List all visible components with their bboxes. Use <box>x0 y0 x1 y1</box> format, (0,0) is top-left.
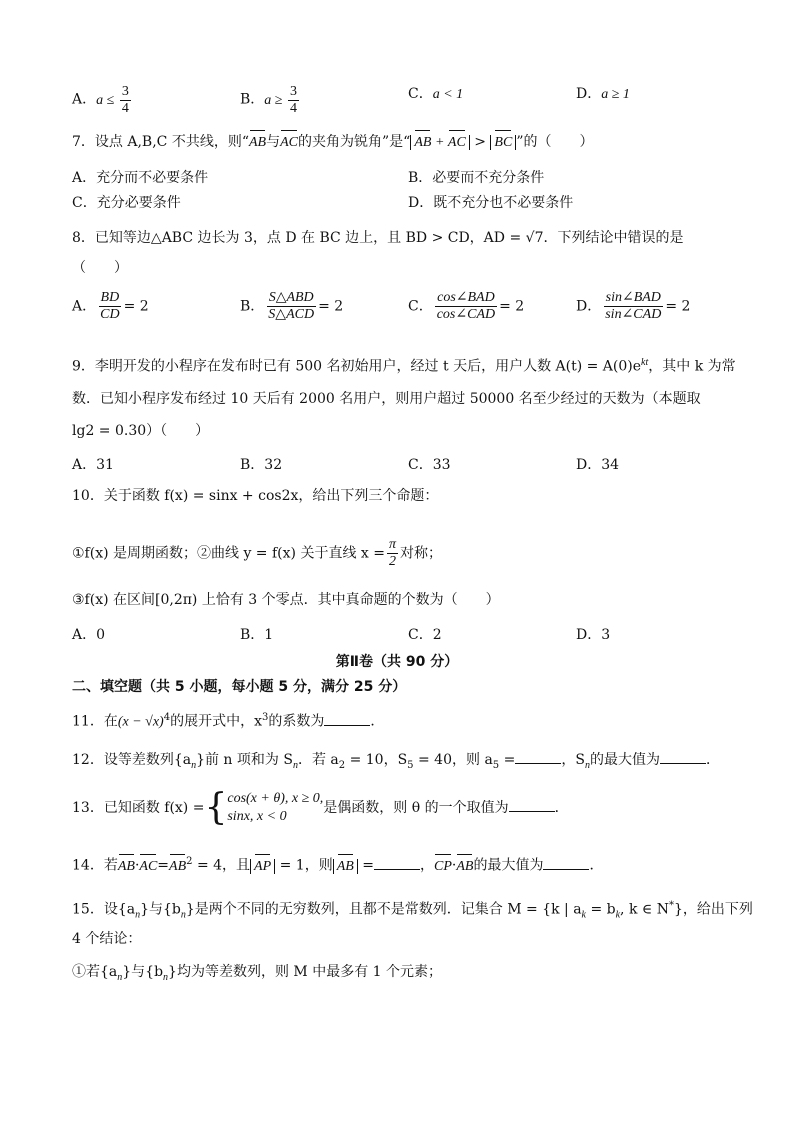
q8-paren: （ ） <box>72 260 128 276</box>
superscript: * <box>668 900 674 911</box>
option-text: 必要而不充分条件 <box>432 170 545 186</box>
q12-text: ，S <box>561 752 585 768</box>
q15-text: }与{b <box>140 901 181 918</box>
option-text: 34 <box>601 457 620 473</box>
q13-text: 是偶函数，则 θ 的一个取值为 <box>323 800 509 816</box>
q10-line3: ③f(x) 在区间[0,2π) 上恰有 3 个零点．其中真命题的个数为（ ） <box>72 592 500 608</box>
q7-option-c <box>72 193 181 213</box>
option-rhs: = 2 <box>123 298 149 315</box>
option-label: C． <box>72 195 97 211</box>
option-label: D． <box>576 627 602 643</box>
option-text: 3 <box>601 627 611 643</box>
vector-cp: CP <box>434 857 452 877</box>
q8-option-a <box>72 290 149 323</box>
subscript: n <box>191 759 197 771</box>
option-label: C． <box>408 86 433 102</box>
option-label: A． <box>72 627 97 643</box>
q14-text: 的最大值为 <box>473 857 544 874</box>
abs-ap <box>250 859 275 874</box>
option-text: 既不充分也不必要条件 <box>433 195 574 211</box>
option-label: D． <box>576 298 602 315</box>
q8-text: 已知等边△ABC 边长为 3，点 D 在 BC 边上，且 BD > CD，AD = √7．下列结论中错误的是 <box>94 230 684 246</box>
fraction-numerator: sin∠BAD <box>605 290 661 305</box>
q10-option-d <box>576 625 610 645</box>
option-text: 32 <box>264 457 283 473</box>
q9-line2: 数．已知小程序发布经过 10 天后有 2000 名用户，则用户超过 50000 名至少经过的天数为（本题取 <box>72 391 701 407</box>
q6-option-a <box>72 84 133 117</box>
q9-option-a <box>72 455 114 475</box>
dot: · <box>451 857 457 874</box>
option-text: 1 <box>264 627 274 643</box>
subscript: k <box>581 909 586 921</box>
q11 <box>72 708 384 733</box>
option-label: D． <box>408 195 434 211</box>
option-label: A． <box>72 170 97 186</box>
q8-stem <box>72 228 683 248</box>
option-rhs: = 2 <box>318 298 344 315</box>
q14-text: = 1，则 <box>275 857 333 874</box>
q12-text: ． <box>705 752 720 768</box>
part-title: 第Ⅱ卷（共 90 分） <box>335 654 459 670</box>
q12-text: = <box>499 752 516 768</box>
q15-text: 15．设{a <box>72 901 136 918</box>
option-rhs: = 2 <box>499 298 525 315</box>
case-2: sinx, x < 0 <box>227 809 287 824</box>
vector-ab: AB <box>118 857 135 877</box>
q7-option-a <box>72 168 208 188</box>
q14-text: = 4，且 <box>192 857 251 874</box>
q12 <box>72 749 720 776</box>
vector-ab: AB <box>169 857 186 877</box>
q10-text: 对称； <box>400 545 442 562</box>
subscript: n <box>163 971 169 983</box>
option-label: C． <box>408 457 433 473</box>
answer-blank[interactable] <box>509 797 555 812</box>
vector-ac: AC <box>139 857 157 877</box>
q15-text: = b <box>586 901 616 918</box>
question-number: 8． <box>72 230 95 246</box>
q15-line2: 4 个结论： <box>72 931 142 947</box>
abs-ab-plus-ac: AB + AC <box>410 135 469 150</box>
q15-text: , k ∈ N <box>620 901 669 918</box>
exponent: 2 <box>186 856 193 867</box>
q15-text: }是两个不同的无穷数列，且都不是常数列．记集合 M = {k | a <box>185 901 582 918</box>
option-label: A． <box>72 298 97 315</box>
exponent: 3 <box>262 712 269 723</box>
q15-text: }与{b <box>122 964 164 980</box>
subscript: n <box>584 759 590 771</box>
option-text: a ≥ $\frac{3}{4}$ <box>264 84 297 116</box>
q14-text: ． <box>589 857 604 874</box>
q9-line3: lg2 = 0.30）（ ） <box>72 423 210 439</box>
option-text: 0 <box>96 627 106 643</box>
q7-stem: 7．设点 A,B,C 不共线，则“AB与AC的夹角为锐角”是“ AB + AC > BC ”的（ ） <box>72 132 593 153</box>
subscript: 2 <box>338 759 346 771</box>
option-text: 31 <box>96 457 114 473</box>
q14-text: 14．若 <box>72 857 118 874</box>
q6-option-d <box>576 84 630 105</box>
fraction-denominator: 2 <box>388 554 396 569</box>
question-number: 9． <box>72 358 95 375</box>
abs-ab <box>333 859 358 874</box>
q10-text: 关于函数 f(x) = sinx + cos2x，给出下列三个命题： <box>103 488 439 504</box>
expression: (x − √x) <box>117 714 164 730</box>
fraction-numerator: S△ABD <box>268 290 314 305</box>
subscript: n <box>292 759 298 771</box>
option-label: B． <box>240 457 265 473</box>
q9-text: 李明开发的小程序在发布时已有 500 名初始用户，经过 t 天后，用户人数 A(t) = A(0)e <box>94 358 642 375</box>
vector-ab: AB <box>456 857 473 877</box>
q9-line1 <box>72 353 736 377</box>
option-label: D． <box>576 457 602 473</box>
answer-blank[interactable] <box>324 711 370 726</box>
q10-option-b <box>240 625 273 645</box>
option-label: A． <box>72 91 97 108</box>
q10-option-a <box>72 625 105 645</box>
vector-ap: AP <box>254 857 271 877</box>
option-text: 2 <box>432 627 442 643</box>
q13-text: ． <box>554 800 569 816</box>
subscript: n <box>180 909 186 921</box>
q11-text: ． <box>370 713 385 730</box>
vector-ac: AC <box>280 133 298 153</box>
q7-text: ”的（ ） <box>516 134 594 150</box>
q10-line2 <box>72 537 442 570</box>
q10-option-c <box>408 625 442 645</box>
option-text: 33 <box>432 457 451 473</box>
q6-option-b <box>240 84 301 117</box>
q12-text: ．若 a <box>297 752 339 768</box>
fraction-denominator: cos∠CAD <box>436 307 496 322</box>
option-text: a < 1 <box>432 87 464 102</box>
fraction-numerator: cos∠BAD <box>437 290 495 305</box>
q13 <box>72 787 569 828</box>
q13-text: 13．已知函数 f(x) = <box>72 800 205 816</box>
fraction-numerator: BD <box>100 290 120 305</box>
exponent: kt <box>641 357 649 368</box>
q10-line1 <box>72 486 438 506</box>
q12-text: 12．设等差数列{a <box>72 752 192 768</box>
exponent: 4 <box>163 712 171 723</box>
q15-text: }均为等差数列，则 M 中最多有 1 个元素； <box>168 964 442 980</box>
subscript: k <box>615 909 621 921</box>
q7-option-b <box>408 168 544 188</box>
q14 <box>72 852 603 877</box>
q7-text: 与 <box>266 134 281 150</box>
subscript: n <box>135 909 141 921</box>
q9-option-b <box>240 455 282 475</box>
option-label: C． <box>408 298 433 315</box>
question-number: 7． <box>72 134 95 150</box>
q14-text: ， <box>420 857 434 874</box>
equals: = <box>157 857 170 874</box>
q10-text: ①f(x) 是周期函数；②曲线 y = f(x) 关于直线 x = <box>72 545 385 562</box>
option-label: D． <box>576 86 602 102</box>
option-label: A． <box>72 457 97 473</box>
q14-text: = <box>357 857 374 874</box>
q11-text: 11．在 <box>72 713 118 730</box>
q15-line1 <box>72 896 753 925</box>
vector-ab: AB <box>337 857 354 877</box>
q7-text: 的夹角为锐角”是“ <box>298 134 411 150</box>
question-number: 10． <box>72 488 104 504</box>
subscript: 5 <box>407 759 414 771</box>
q12-text: = 40，则 a <box>413 752 493 768</box>
q8-option-b <box>240 290 343 323</box>
q12-text: 的最大值为 <box>589 752 660 768</box>
vector-ab: AB <box>249 133 266 153</box>
q15-text: ①若{a <box>72 964 118 980</box>
q9-option-c <box>408 455 451 475</box>
subscript: 5 <box>492 759 500 771</box>
q11-text: 的展开式中，x <box>170 713 262 730</box>
q12-text: }前 n 项和为 S <box>196 752 293 768</box>
piecewise: { cos(x + θ), x ≥ 0, sinx, x < 0 <box>204 787 324 828</box>
abs-bc: BC <box>490 135 516 150</box>
q8-option-d <box>576 290 690 323</box>
dot: · <box>134 857 140 874</box>
option-label: C． <box>408 627 433 643</box>
fraction-denominator: sin∠CAD <box>605 307 662 322</box>
option-label: B． <box>408 170 433 186</box>
q9-option-d <box>576 455 619 475</box>
q11-text: 的系数为 <box>268 713 325 730</box>
q15-text: }，给出下列 <box>673 901 753 918</box>
q12-text: = 10，S <box>345 752 408 768</box>
section-title: 二、填空题（共 5 小题，每小题 5 分，满分 25 分） <box>72 679 407 695</box>
case-1: cos(x + θ), x ≥ 0, <box>227 791 324 806</box>
q8-option-c <box>408 290 524 323</box>
answer-blank[interactable] <box>660 749 706 764</box>
q15-line3 <box>72 962 442 988</box>
answer-blank[interactable] <box>515 749 561 764</box>
fraction-numerator: π <box>388 537 396 552</box>
option-text: 充分而不必要条件 <box>96 170 209 186</box>
answer-blank[interactable] <box>543 855 589 870</box>
option-label: B． <box>240 91 265 108</box>
fraction-denominator: CD <box>100 307 120 322</box>
option-text: a ≥ 1 <box>601 87 630 102</box>
option-rhs: = 2 <box>665 298 691 315</box>
subscript: n <box>117 971 123 983</box>
option-text: a ≤ $\frac{3}{4}$ <box>96 84 129 116</box>
q9-text: ，其中 k 为常 <box>648 358 736 375</box>
q6-option-c <box>408 84 463 105</box>
option-label: B． <box>240 627 265 643</box>
option-text: 充分必要条件 <box>96 195 181 211</box>
answer-blank[interactable] <box>374 855 420 870</box>
option-label: B． <box>240 298 265 315</box>
fraction-denominator: S△ACD <box>268 307 315 322</box>
q7-text: 设点 A,B,C 不共线，则“ <box>94 134 249 150</box>
q7-option-d <box>408 193 573 213</box>
